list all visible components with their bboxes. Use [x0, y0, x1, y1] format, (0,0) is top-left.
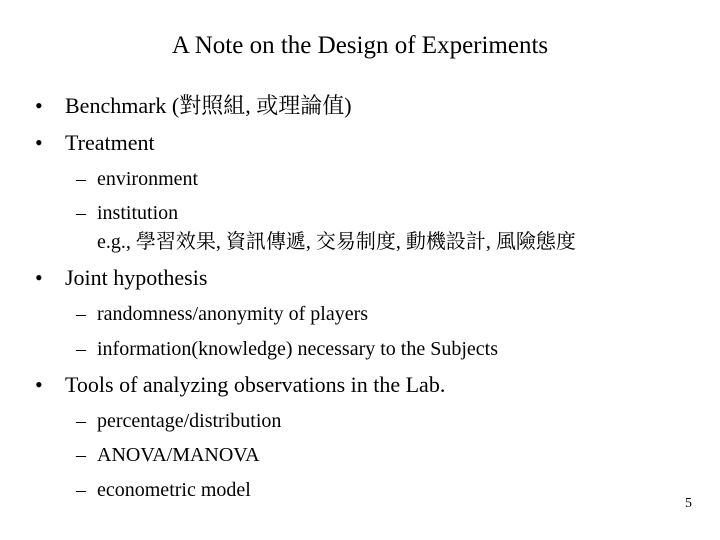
- dash-marker: –: [76, 168, 86, 190]
- sub-bullet-text: ANOVA/MANOVA: [97, 444, 260, 466]
- institution-examples: e.g., 學習效果, 資訊傳遞, 交易制度, 動機設計, 風險態度: [97, 231, 576, 253]
- dash-marker: –: [76, 410, 86, 432]
- sub-bullet-randomness: [76, 301, 368, 327]
- sub-bullet-econometric: [76, 477, 251, 503]
- sub-bullet-anova: [76, 442, 260, 468]
- bullet-tools: [35, 371, 445, 399]
- sub-bullet-text: environment: [97, 168, 199, 190]
- bullet-dot: •: [35, 265, 43, 290]
- bullet-treatment: [35, 129, 155, 157]
- dash-marker: –: [76, 338, 86, 360]
- bullet-joint-hypothesis: [35, 264, 207, 292]
- page-number: 5: [685, 496, 692, 511]
- sub-bullet-text: econometric model: [97, 479, 251, 501]
- bullet-benchmark: [35, 92, 352, 120]
- sub-bullet-institution: [76, 200, 178, 226]
- bullet-text: Joint hypothesis: [65, 265, 208, 290]
- dash-marker: –: [76, 479, 86, 501]
- bullet-text: Benchmark (對照組, 或理論值): [65, 93, 352, 118]
- sub-bullet-information: [76, 336, 498, 362]
- bullet-dot: •: [35, 372, 43, 397]
- sub-bullet-text: randomness/anonymity of players: [97, 303, 369, 325]
- bullet-dot: •: [35, 130, 43, 155]
- sub-bullet-text: institution: [97, 202, 179, 224]
- dash-marker: –: [76, 202, 86, 224]
- dash-marker: –: [76, 303, 86, 325]
- bullet-text: Treatment: [65, 130, 155, 155]
- sub-bullet-percentage: [76, 408, 281, 434]
- bullet-text: Tools of analyzing observations in the Lab.: [65, 372, 446, 397]
- sub-bullet-text: information(knowledge) necessary to the Subjects: [97, 338, 498, 360]
- dash-marker: –: [76, 444, 86, 466]
- sub-bullet-text: percentage/distribution: [97, 410, 282, 432]
- bullet-dot: •: [35, 93, 43, 118]
- slide-title: A Note on the Design of Experiments: [171, 32, 549, 59]
- sub-bullet-environment: [76, 166, 198, 192]
